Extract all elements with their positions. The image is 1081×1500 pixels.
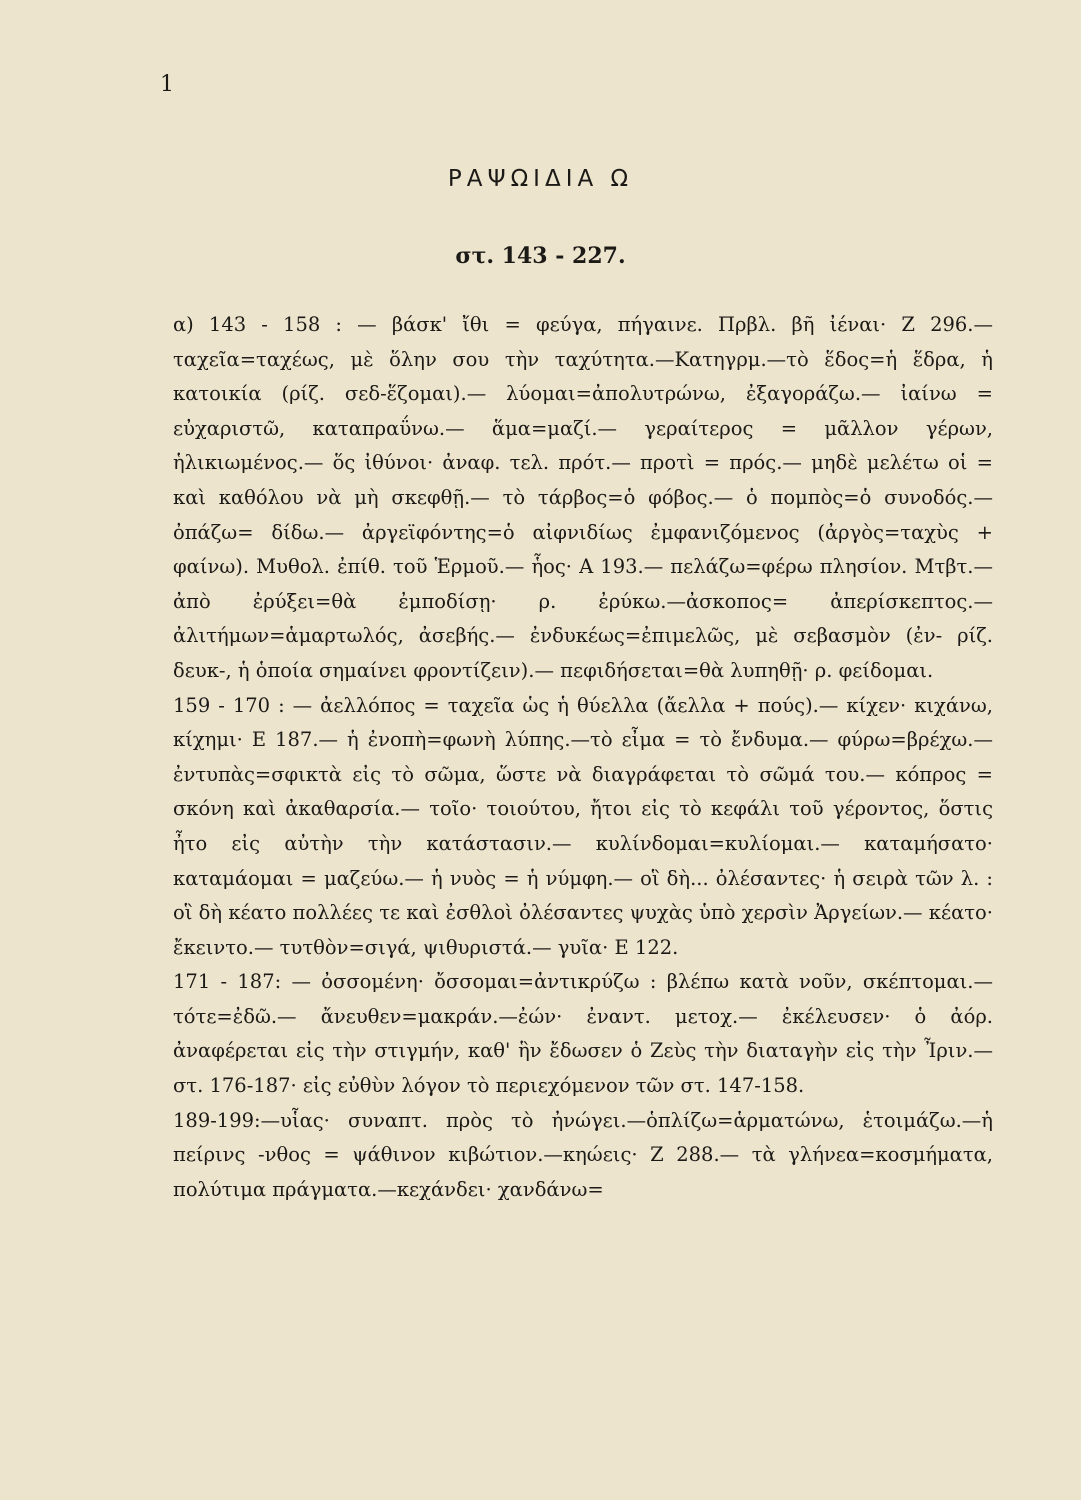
commentary-paragraph-171-187: 171 - 187: — ὀσσομένη· ὄσσομαι=ἀντικρύζω : βλέπω κατὰ νοῦν, σκέπτομαι.— τότε=ἐδῶ.— ἄνευθεν=μακράν.—ἐών· ἐναντ. μετοχ.— ἐκέλευσεν· ὁ ἀόρ. ἀναφέρεται εἰς τὴν στιγμήν, καθ' ἣν ἔδωσεν ὁ Ζεὺς τὴν διαταγὴν εἰς τὴν Ἶριν.— στ. 176-187· εἰς εὐθὺν λόγον τὸ περιεχόμενον τῶν στ. 147-158. — [173, 970, 993, 1098]
commentary-paragraph-159-170: 159 - 170 : — ἀελλόπος = ταχεῖα ὡς ἡ θύελλα (ἄελλα + πούς).— κίχεν· κιχάνω, κίχημι· Ε 187.— ἡ ἐνοπὴ=φωνὴ λύπης.—τὸ εἶμα = τὸ ἔνδυμα.— φύρω=βρέχω.— ἐντυπὰς=σφικτὰ εἰς τὸ σῶμα, ὥστε νὰ διαγράφεται τὸ σῶμά του.— κόπρος = σκόνη καὶ ἀκαθαρσία.— τοῖο· τοιούτου, ἤτοι εἰς τὸ κεφάλι τοῦ γέροντος, ὅστις ἦτο εἰς αὐτὴν τὴν κατάστασιν.— κυλίνδομαι=κυλίομαι.— καταμήσατο· καταμάομαι = μαζεύω.— ἡ νυὸς = ἡ νύμφη.— οἳ δὴ... ὀλέσαντες· ἡ σειρὰ τῶν λ. : οἳ δὴ κέατο πολλέες τε καὶ ἐσθλοὶ ὀλέσαντες ψυχὰς ὑπὸ χερσὶν Ἀργείων.— κέατο· ἔκειντο.— τυτθὸν=σιγά, ψιθυριστά.— γυῖα· Ε 122. — [173, 693, 993, 959]
page-number: 1 — [160, 72, 174, 97]
rhapsody-heading: ΡΑΨΩΙΔΙΑ Ω — [447, 166, 634, 192]
commentary-paragraph-189-199: 189-199:—υἷας· συναπτ. πρὸς τὸ ἠνώγει.—ὁπλίζω=ἁρματώνω, ἑτοιμάζω.—ἡ πείρινς -νθος = ψάθινον κιβώτιον.—κηώεις· Ζ 288.— τὰ γλήνεα=κοσμήματα, πολύτιμα πράγματα.—κεχάνδει· χανδάνω= — [173, 1108, 993, 1201]
commentary-paragraph-143-158: α) 143 - 158 : — βάσκ' ἴθι = φεύγα, πήγαινε. Πρβλ. βῆ ἰέναι· Ζ 296.— ταχεῖα=ταχέως, μὲ ὅλην σου τὴν ταχύτητα.—Κατηγρμ.—τὸ ἕδος=ἡ ἕδρα, ἡ κατοικία (ρίζ. σεδ-ἕζομαι).— λύομαι=ἀπολυτρώνω, ἐξαγοράζω.— ἰαίνω = εὐχαριστῶ, καταπραΰνω.— ἅμα=μαζί.— γεραίτερος = μᾶλλον γέρων, ἡλικιωμένος.— ὅς ἰθύνοι· ἀναφ. τελ. πρότ.— προτὶ = πρός.— μηδὲ μελέτω οἱ = καὶ καθόλου νὰ μὴ σκεφθῇ.— τὸ τάρβος=ὁ φόβος.— ὁ πομπὸς=ὁ συνοδός.— ὀπάζω= δίδω.— ἀργεϊφόντης=ὁ αἰφνιδίως ἐμφανιζόμενος (ἀργὸς=ταχὺς + φαίνω). Μυθολ. ἐπίθ. τοῦ Ἑρμοῦ.— ἧος· Α 193.— πελάζω=φέρω πλησίον. Μτβτ.— ἀπὸ ἐρύξει=θὰ ἐμποδίσῃ· ρ. ἐρύκω.—ἀσκοπος= ἀπερίσκεπτος.—ἀλιτήμων=ἁμαρτωλός, ἀσεβής.— ἐνδυκέως=ἐπιμελῶς, μὲ σεβασμὸν (ἐν- ρίζ. δευκ-, ἡ ὁποία σημαίνει φροντίζειν).— πεφιδήσεται=θὰ λυπηθῇ· ρ. φείδομαι. — [173, 313, 993, 682]
verse-range-subheading: στ. 143 - 227. — [455, 243, 626, 269]
commentary-body — [173, 308, 993, 1207]
